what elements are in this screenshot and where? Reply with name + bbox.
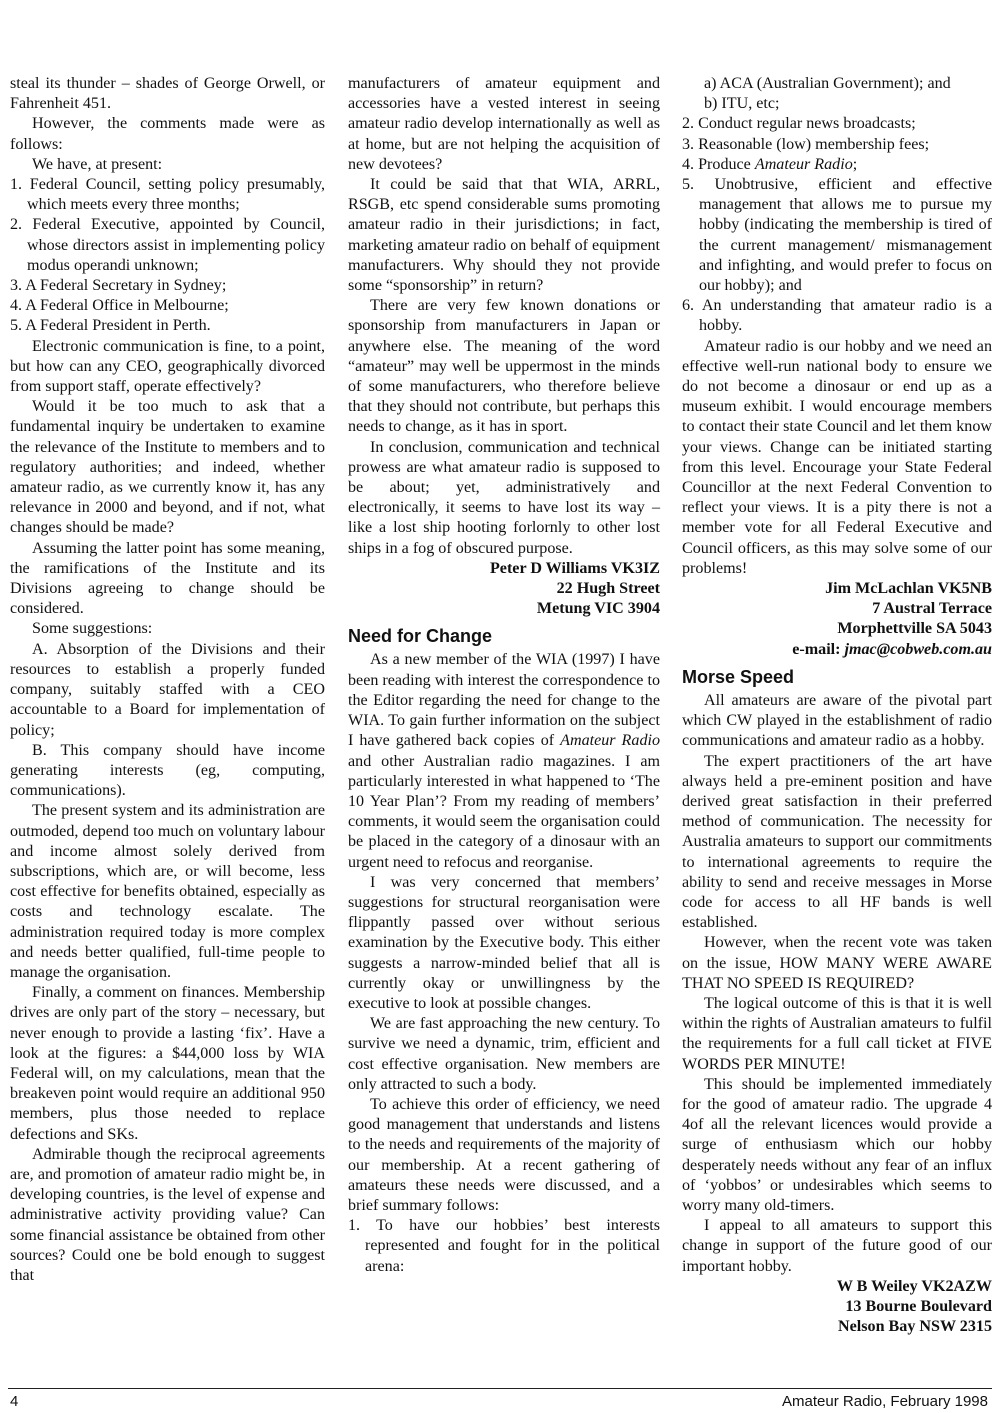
- text-run: and other Australian radio magazines. I am particularly interested in what happened to ‘The 10 Year Plan’? From my reading of members’ comments, it would seem the organisation could be placed in the category of a dinosaur with an urgent need to refocus and reorganise.: [348, 752, 660, 871]
- paragraph: We have, at present:: [32, 155, 163, 173]
- list-item: 6. An understanding that amateur radio is a hobby.: [682, 297, 992, 335]
- paragraph: Admirable though the reciprocal agreements are, and promotion of amateur radio might be, in developing countries, is the level of expense and administrative activity providing value? Can some financial assistance be obtained from other sources? Could one be bold enough to suggest that: [10, 1145, 325, 1284]
- footer-divider: [8, 1388, 992, 1389]
- list-item: 3. Reasonable (low) membership fees;: [682, 135, 930, 153]
- paragraph: Would it be too much to ask that a fundamental inquiry be undertaken to examine the relevance of the Institute to members and to regulatory authorities; and indeed, whether amateur radio, as we currently know it, has any relevance in 2000 and beyond, and if not, what changes should be made?: [10, 398, 325, 537]
- section-heading: Need for Change: [348, 626, 493, 647]
- signature-email: [682, 640, 992, 660]
- paragraph: manufacturers of amateur equipment and accessories have a vested interest in seeing amateur radio develop internationally as well as at home, but are not helping the acquisition of new devotees?: [348, 75, 660, 173]
- signature-locality: Metung VIC 3904: [536, 600, 660, 618]
- text-run: As a new member of the WIA (1997) I have been reading with interest the correspondence to the Editor regarding the need for change to the WIA. To gain further information on the subject I have gathered back copies of: [348, 651, 660, 750]
- column-2: [348, 74, 660, 1277]
- paragraph: However, when the recent vote was taken on the issue, HOW MANY WERE AWARE THAT NO SPEED IS REQUIRED?: [682, 934, 992, 992]
- column-3: [682, 74, 992, 1337]
- paragraph: I appeal to all amateurs to support this change in support of the future good of our important hobby.: [682, 1217, 992, 1275]
- sub-list-item: a) ACA (Australian Government); and: [704, 75, 951, 92]
- paragraph: It could be said that that WIA, ARRL, RSGB, etc spend considerable sums promoting amateur radio in their jurisdictions; in fact, marketing amateur radio on behalf of equipment manufacturers. Why should they not provide some “sponsorship” in return?: [348, 176, 660, 295]
- paragraph: The logical outcome of this is that it is well within the rights of Australian amateurs to fulfil the requirements for a full call ticket at FIVE WORDS PER MINUTE!: [682, 994, 992, 1073]
- list-item: 2. Federal Executive, appointed by Council, whose directors assist in implementing policy modus operandi unknown;: [10, 216, 325, 274]
- signature-locality: Nelson Bay NSW 2315: [838, 1318, 992, 1336]
- sub-list-item: b) ITU, etc;: [704, 95, 780, 113]
- paragraph: All amateurs are aware of the pivotal part which CW played in the establishment of radio communications and amateur radio as a hobby.: [682, 691, 992, 750]
- paragraph: Amateur radio is our hobby and we need an effective well-run national body to ensure we do not become a dinosaur or end up as a museum exhibit. I would encourage members to contact their state Council and let them know your views. Change can be initiated starting from this level. Encourage your State Federal Councillor at the next Federal Convention to reflect your views. It is a pity there is not a member vote for all Federal Executive and Council officers, as this may solve some of our problems!: [682, 337, 992, 577]
- list-item: 1. Federal Council, setting policy presumably, which meets every three months;: [10, 176, 325, 214]
- signature-name: Peter D Williams VK3IZ: [489, 559, 660, 577]
- list-item: [682, 155, 992, 175]
- paragraph: The expert practitioners of the art have always held a pre-eminent position and have derived great satisfaction in their preferred method of communication. The necessity for Australia amateurs to support our commitments to international agreements to require the ability to send and receive messages in Morse code for access to all HF bands is well established.: [682, 752, 992, 932]
- signature-address: 7 Austral Terrace: [872, 600, 992, 618]
- paragraph: Assuming the latter point has some meaning, the ramifications of the Institute and its Divisions agreeing to change should be considered.: [10, 539, 325, 618]
- signature-name: Jim McLachlan VK5NB: [825, 580, 992, 598]
- section-heading: Morse Speed: [682, 666, 795, 687]
- running-footer: Amateur Radio, February 1998: [782, 1393, 988, 1410]
- paragraph: Some suggestions:: [32, 620, 153, 638]
- list-item: 2. Conduct regular news broadcasts;: [682, 115, 916, 133]
- column-1: [10, 74, 325, 1286]
- paragraph: To achieve this order of efficiency, we need good management that understands and listens to the needs and requirements of the majority of our membership. At a recent gathering of amateurs these needs were discussed, and a brief summary follows:: [348, 1095, 660, 1214]
- paragraph: B. This company should have income generating interests (eg, computing, communications).: [10, 741, 325, 800]
- signature-address: 13 Bourne Boulevard: [845, 1297, 992, 1315]
- list-item: 4. A Federal Office in Melbourne;: [10, 297, 229, 315]
- paragraph: [348, 650, 660, 872]
- list-item: 5. A Federal President in Perth.: [10, 317, 211, 335]
- paragraph: This should be implemented immediately for the good of amateur radio. The upgrade 4 4of all the relevant licences would provide a surge of enthusiasm which our hobby desperately needs without any fear of an influx of ‘yobbos’ or undesirables which seems to worry many old-timers.: [682, 1075, 992, 1214]
- list-item: 1. To have our hobbies’ best interests represented and fought for in the political arena:: [348, 1217, 660, 1275]
- email-address: jmac@cobweb.com.au: [844, 640, 992, 658]
- email-label: e-mail:: [792, 640, 845, 658]
- publication-title: Amateur Radio: [754, 155, 853, 173]
- paragraph: Electronic communication is fine, to a point, but how can any CEO, geographically divorced from support staff, operate effectively?: [10, 337, 325, 396]
- text-run: 4. Produce: [682, 155, 755, 173]
- list-item: 5. Unobtrusive, efficient and effective management that allows me to pursue my hobby (indicating the membership is tired of the current management/ mismanagement and infighting, and would prefer to focus on our hobby); and: [682, 176, 992, 295]
- paragraph: However, the comments made were as follows:: [10, 115, 325, 153]
- text-run: ;: [852, 155, 858, 173]
- paragraph: The present system and its administration are outmoded, depend too much on voluntary labour and income almost solely derived from subscriptions, which are, or will become, less cost effective for benefits obtained, especially as costs and technology escalate. The administration required today is more complex and needs better qualified, full-time people to manage the organisation.: [10, 802, 325, 981]
- signature-address: 22 Hugh Street: [556, 580, 660, 598]
- paragraph: There are very few known donations or sponsorship from manufacturers in Japan or anywhere else. The meaning of the word “amateur” may well be uppermost in the minds of some manufacturers, who therefore believe that they should not contribute, but perhaps this needs to change, as it has in sport.: [348, 297, 660, 436]
- paragraph: I was very concerned that members’ suggestions for structural reorganisation were flippantly passed over without serious examination by the Executive body. This either suggests a narrow-minded belief that all is currently okay or unwillingness by the executive to look at possible changes.: [348, 873, 660, 1012]
- paragraph: In conclusion, communication and technical prowess are what amateur radio is supposed to be about; yet, administratively and electronically, it seems to have lost its way – like a lost ship hooting forlornly to other lost ships in a fog of obscured purpose.: [348, 438, 660, 557]
- paragraph: steal its thunder – shades of George Orwell, or Fahrenheit 451.: [10, 75, 325, 113]
- paragraph: Finally, a comment on finances. Membership drives are only part of the story – necessary, but never enough to provide a lasting ‘fix’. Have a look at the figures: a $44,000 loss by WIA Federal will, on my calculations, mean that the breakeven point would require an additional 950 members, plus those needed to replace defections and SKs.: [10, 984, 325, 1143]
- signature-locality: Morphettville SA 5043: [837, 620, 992, 638]
- page-number: 4: [10, 1393, 19, 1410]
- paragraph: We are fast approaching the new century. To survive we need a dynamic, trim, efficient and cost effective organisation. New members are only attracted to such a body.: [348, 1015, 660, 1093]
- signature-name: W B Weiley VK2AZW: [836, 1277, 992, 1295]
- list-item: 3. A Federal Secretary in Sydney;: [10, 277, 227, 295]
- paragraph: A. Absorption of the Divisions and their resources to establish a properly funded company, suitably staffed with a CEO accountable to a Board for implementation of policy;: [10, 640, 325, 739]
- publication-title: Amateur Radio: [560, 732, 661, 750]
